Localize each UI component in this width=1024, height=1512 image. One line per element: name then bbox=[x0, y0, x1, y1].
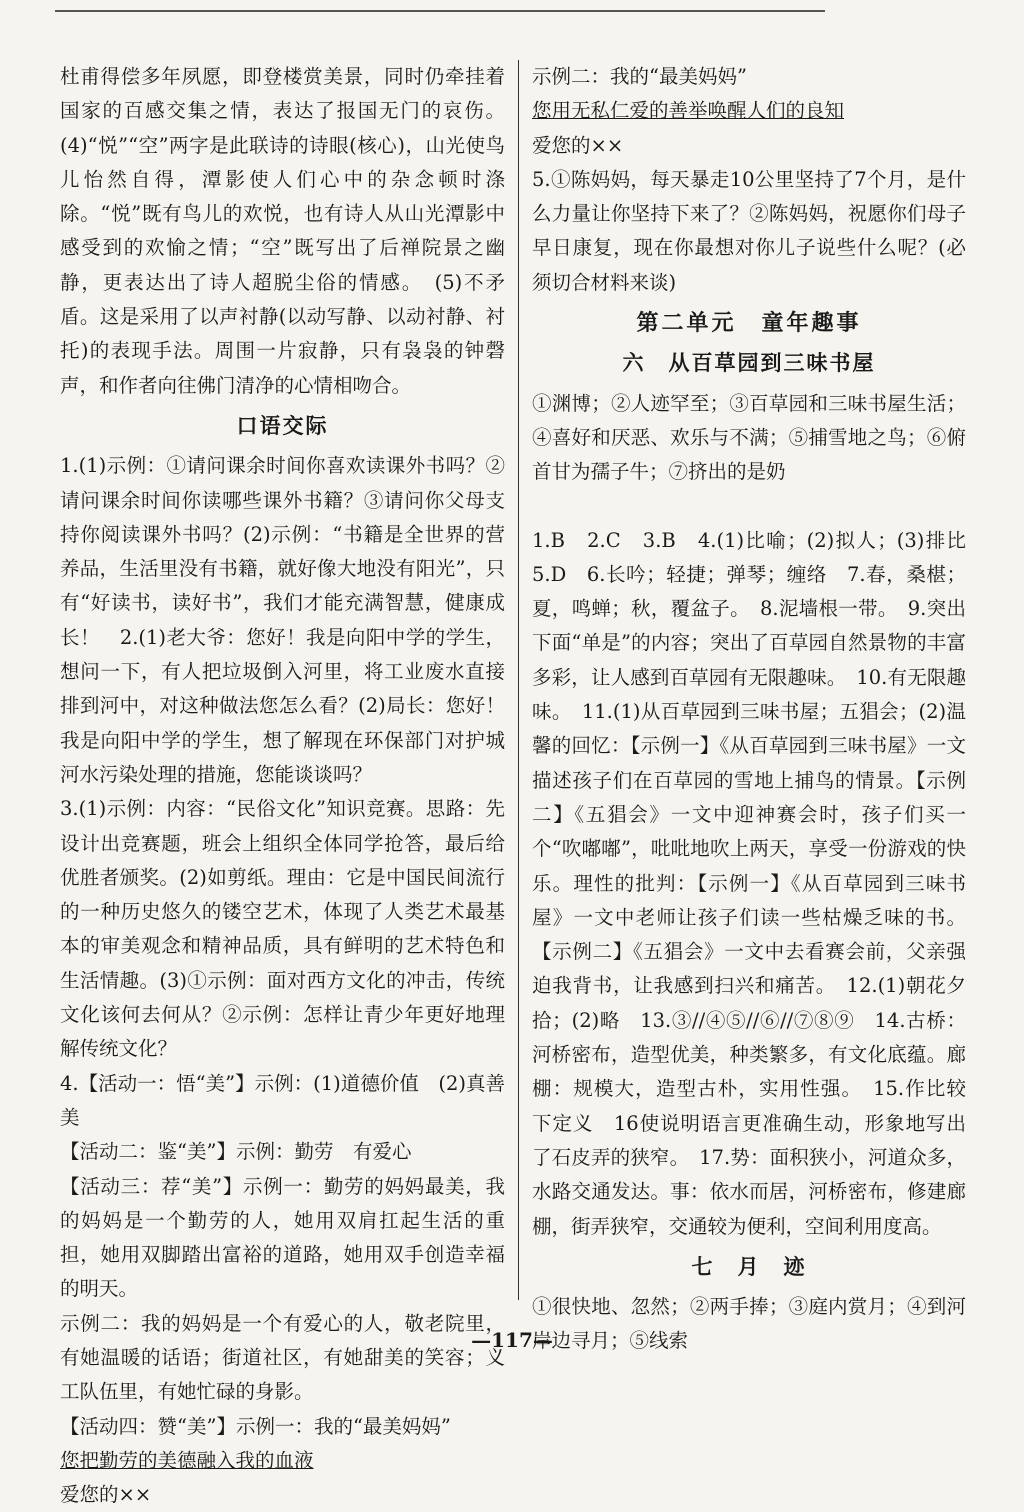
lesson-heading: 七 月 迹 bbox=[691, 1253, 807, 1279]
underlined-line: 您用无私仁爱的善举唤醒人们的良知 bbox=[532, 99, 845, 123]
lesson-heading: 六 从百草园到三味书屋 bbox=[622, 350, 876, 376]
right-column bbox=[532, 60, 986, 1359]
paragraph: 【活动二：鉴“美”】示例：勤劳 有爱心 bbox=[60, 1140, 412, 1164]
paragraph: 【活动四：赞“美”】示例一：我的“最美妈妈” bbox=[60, 1414, 451, 1438]
paragraph: 5.①陈妈妈，每天暴走10公里坚持了7个月，是什么力量让你坚持下来了？②陈妈妈，祝愿你们母子早日康复，现在你最想对你儿子说些什么呢？(必须切合材料来谈) bbox=[532, 167, 966, 294]
paragraph: 4.【活动一：悟“美”】示例：(1)道德价值 (2)真善美 bbox=[60, 1071, 505, 1129]
page-number: —117— bbox=[471, 1328, 553, 1352]
underlined-line: 您把勤劳的美德融入我的血液 bbox=[60, 1448, 314, 1472]
unit-heading: 第二单元 童年趣事 bbox=[636, 310, 862, 337]
section-heading-oral: 口语交际 bbox=[236, 412, 329, 438]
top-rule bbox=[55, 10, 825, 12]
paragraph: 【活动三：荐“美”】示例一：勤劳的妈妈最美，我的妈妈是一个勤劳的人，她用双肩扛起生活的重担，她用双脚踏出富裕的道路，她用双手创造幸福的明天。 bbox=[60, 1174, 505, 1301]
paragraph: 示例二：我的妈妈是一个有爱心的人，敬老院里，有她温暖的话语；街道社区，有她甜美的笑容；义工队伍里，有她忙碌的身影。 bbox=[60, 1311, 505, 1404]
signature-line: 爱您的×× bbox=[532, 133, 624, 157]
paragraph: 杜甫得偿多年夙愿，即登楼赏美景，同时仍牵挂着国家的百感交集之情，表达了报国无门的哀伤。(4)“悦”“空”两字是此联诗的诗眼(核心)，山光使鸟儿怡然自得，潭影使人们心中的杂念顿时涤除。“悦”既有鸟儿的欢悦，也有诗人从山光潭影中感受到的欢愉之情；“空”既写出了后禅院景之幽静，更表达出了诗人超脱尘俗的情感。 (5)不矛盾。这是采用了以声衬静(以动写静、以动衬静、衬托)的表现手法。周围一片寂静，只有袅袅的钟磬声，和作者向往佛门清净的心情相吻合。 bbox=[60, 65, 505, 397]
left-column bbox=[60, 60, 505, 1512]
paragraph: 示例二：我的“最美妈妈” bbox=[532, 65, 747, 88]
paragraph: 3.(1)示例：内容：“民俗文化”知识竞赛。思路：先设计出竞赛题，班会上组织全体同学抢答，最后给优胜者颁奖。(2)如剪纸。理由：它是中国民间流行的一种历史悠久的镂空艺术，体现了人类艺术最基本的审美观念和精神品质，具有鲜明的艺术特色和生活情趣。(3)①示例：面对西方文化的冲击，传统文化该何去何从？②示例：怎样让青少年更好地理解传统文化？ bbox=[60, 797, 505, 1061]
paragraph: ①渊博；②人迹罕至；③百草园和三味书屋生活；④喜好和厌恶、欢乐与不满；⑤捕雪地之鸟；⑥俯首甘为孺子牛；⑦挤出的是奶 bbox=[532, 391, 966, 484]
spacer bbox=[532, 490, 966, 524]
column-divider bbox=[518, 60, 519, 1300]
paragraph: ①很快地、忽然；②两手捧；③庭内赏月；④到河岸边寻月；⑤线索 bbox=[532, 1295, 966, 1353]
paragraph: 1.B 2.C 3.B 4.(1)比喻；(2)拟人；(3)排比 5.D 6.长吟；轻捷；弹琴；缠络 7.春，桑椹；夏，鸣蝉；秋，覆盆子。 8.泥墙根一带。 9.突出下面“单是”的内容；突出了百草园自然景物的丰富多彩，让人感到百草园有无限趣味。 10.有无限趣味。 11.(1)从百草园到三味书屋；五猖会；(2)温馨的回忆：【示例一】《从百草园到三味书屋》一文描述孩子们在百草园的雪地上捕鸟的情景。【示例二】《五猖会》一文中迎神赛会时，孩子们买一个“吹嘟嘟”，吡吡地吹上两天，享受一份游戏的快乐。理性的批判：【示例一】《从百草园到三味书屋》一文中老师让孩子们读一些枯燥乏味的书。【示例二】《五猖会》一文中去看赛会前，父亲强迫我背书，让我感到扫兴和痛苦。 12.(1)朝花夕拾；(2)略 13.③//④⑤//⑥//⑦⑧⑨ 14.古桥：河桥密布，造型优美，种类繁多，有文化底蕴。廊棚：规模大，造型古朴，实用性强。 15.作比较 下定义 16使说明语言更准确生动，形象地写出了石皮弄的狭窄。 17.势：面积狭小，河道众多，水路交通发达。事：依水而居，河桥密布，修建廊棚，街弄狭窄，交通较为便利，空间利用度高。 bbox=[532, 528, 986, 1238]
signature-line: 爱您的×× bbox=[60, 1483, 152, 1507]
paragraph: 1.(1)示例：①请问课余时间你喜欢读课外书吗？②请问课余时间你读哪些课外书籍？③请问你父母支持你阅读课外书吗？(2)示例：“书籍是全世界的营养品，生活里没有书籍，就好像大地没有阳光”，只有“好读书，读好书”，我们才能充满智慧，健康成长！ 2.(1)老大爷：您好！我是向阳中学的学生，想问一下，有人把垃圾倒入河里，将工业废水直接排到河中，对这种做法您怎么看？(2)局长：您好！我是向阳中学的学生，想了解现在环保部门对护城河水污染处理的措施，您能谈谈吗？ bbox=[60, 454, 505, 786]
